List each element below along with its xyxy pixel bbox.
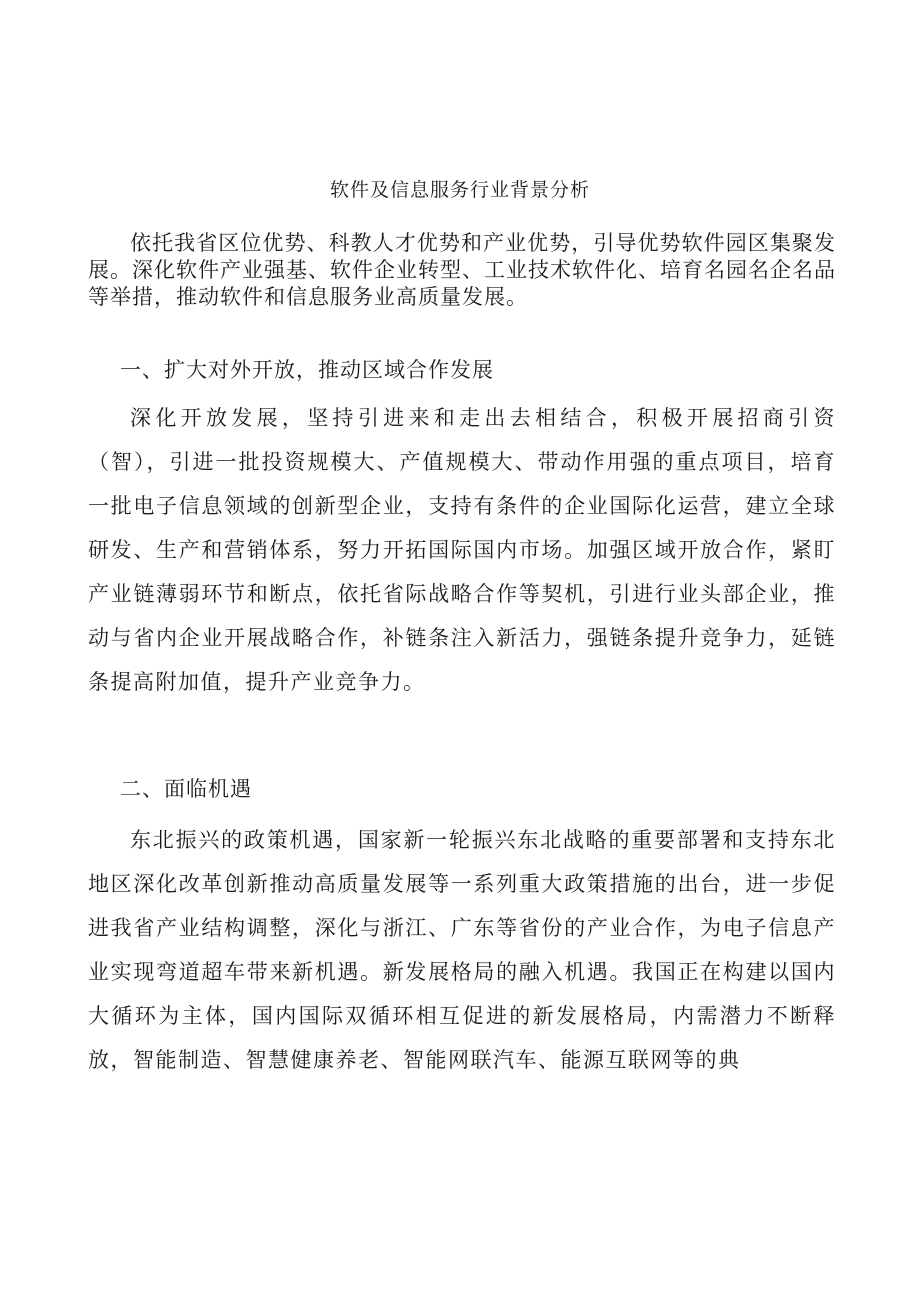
section-heading-2: 二、面临机遇: [120, 777, 252, 801]
section-body-2: 东北振兴的政策机遇，国家新一轮振兴东北战略的重要部署和支持东北地区深化改革创新推动高质量发展等一系列重大政策措施的出台，进一步促进我省产业结构调整，深化与浙江、广东等省份的产业合作，为电子信息产业实现弯道超车带来新机遇。新发展格局的融入机遇。我国正在构建以国内大循环为主体，国内国际双循环相互促进的新发展格局，内需潜力不断释放，智能制造、智慧健康养老、智能网联汽车、能源互联网等的典: [88, 828, 836, 1072]
intro-paragraph: 依托我省区位优势、科教人才优势和产业优势，引导优势软件园区集聚发展。深化软件产业强基、软件企业转型、工业技术软件化、培育名园名企名品等举措，推动软件和信息服务业高质量发展。: [88, 231, 836, 309]
section-heading-1: 一、扩大对外开放，推动区域合作发展: [120, 358, 494, 382]
document-title: 软件及信息服务行业背景分析: [329, 179, 590, 201]
section-body-1: 深化开放发展，坚持引进来和走出去相结合，积极开展招商引资（智），引进一批投资规模大、产值规模大、带动作用强的重点项目，培育一批电子信息领域的创新型企业，支持有条件的企业国际化运营，建立全球研发、生产和营销体系，努力开拓国际国内市场。加强区域开放合作，紧盯产业链薄弱环节和断点，依托省际战略合作等契机，引进行业头部企业，推动与省内企业开展战略合作，补链条注入新活力，强链条提升竞争力，延链条提高附加值，提升产业竞争力。: [88, 406, 836, 694]
